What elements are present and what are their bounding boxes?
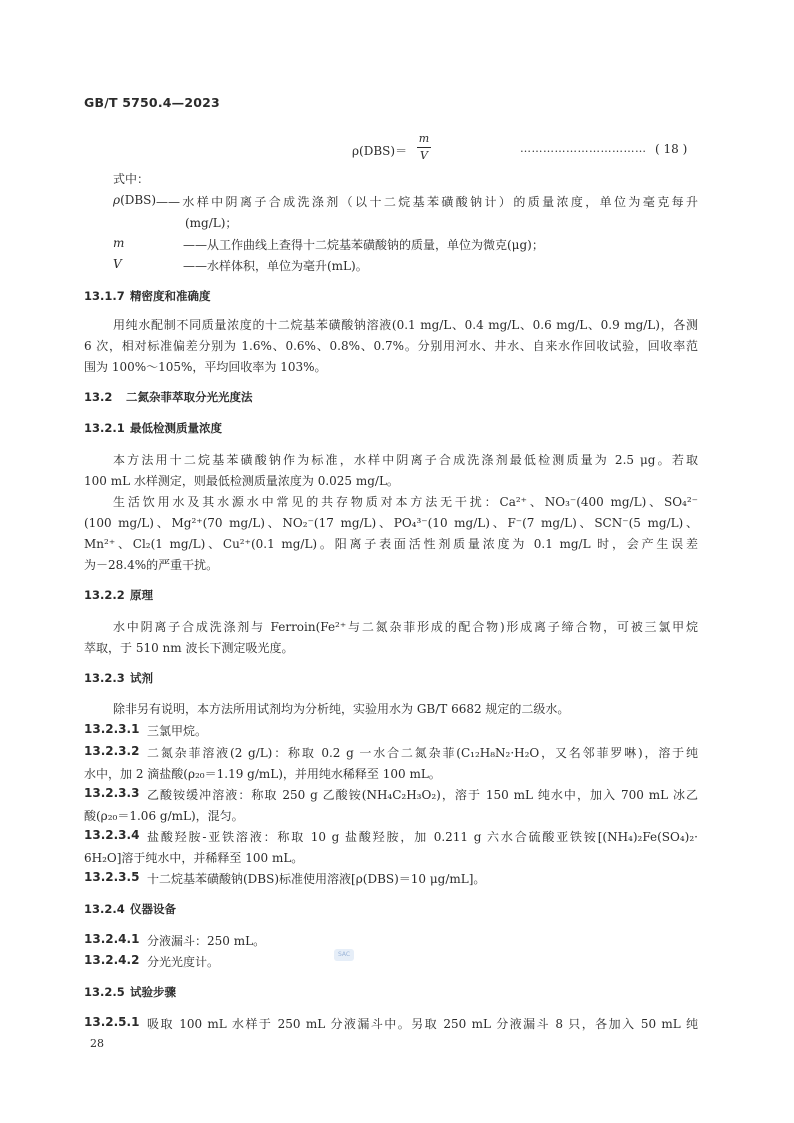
- paragraph-line: 本方法用十二烷基苯磺酸钠作为标准，水样中阴离子合成洗涤剂最低检测质量为 2.5 μg。若取: [113, 453, 698, 467]
- section-title: 最低检测质量浓度: [130, 421, 222, 435]
- paragraph-line: 萃取，于 510 nm 波长下测定吸光度。: [84, 641, 294, 655]
- section-13-2-2: [84, 587, 153, 603]
- section-title: 二氮杂菲萃取分光光度法: [126, 390, 253, 404]
- symbol-m: m: [113, 236, 125, 250]
- section-13-2-3: [84, 670, 153, 686]
- section-13-2-4: [84, 901, 176, 917]
- section-title: 试验步骤: [130, 985, 176, 999]
- section-13-1-7: [84, 288, 211, 304]
- paragraph-line: 围为 100%～105%，平均回收率为 103%。: [84, 360, 327, 374]
- item-text: 乙酸铵缓冲溶液：称取 250 g 乙酸铵(NH₄C₂H₃O₂)，溶于 150 mL 纯水中，加入 700 mL 冰乙: [147, 788, 698, 802]
- section-title: 试剂: [130, 671, 153, 685]
- section-number: 13.2: [84, 390, 113, 404]
- paragraph-line: 6 次，相对标准偏差分别为 1.6%、0.6%、0.8%、0.7%。分别用河水、井水、自来水作回收试验，回收率范: [84, 339, 698, 353]
- equation-number: ( 18 ): [655, 142, 688, 156]
- section-number: 13.1.7: [84, 289, 125, 303]
- section-number: 13.2.4: [84, 902, 125, 916]
- section-13-2-1: [84, 420, 222, 436]
- paragraph-line: (100 mg/L)、Mg²⁺(70 mg/L)、NO₂⁻(17 mg/L)、PO₄³⁻(10 mg/L)、F⁻(7 mg/L)、SCN⁻(5 mg/L)、: [84, 516, 698, 530]
- formula-numerator: m: [418, 132, 430, 145]
- item-number: 13.2.4.1: [84, 932, 140, 946]
- section-title: 精密度和准确度: [130, 289, 211, 303]
- item-text-cont: 水中，加 2 滴盐酸(ρ₂₀＝1.19 g/mL)，并用纯水稀释至 100 mL。: [84, 767, 441, 781]
- item-number: 13.2.3.4: [84, 828, 140, 842]
- item-number: 13.2.3.5: [84, 870, 140, 884]
- symbol-v: V: [113, 257, 122, 271]
- definition-rho-dbs: ——水样中阴离子合成洗涤剂（以十二烷基苯磺酸钠计）的质量浓度，单位为毫克每升: [156, 195, 698, 209]
- section-number: 13.2.1: [84, 421, 125, 435]
- where-intro: 式中：: [113, 172, 150, 186]
- item-text-cont: 酸(ρ₂₀＝1.06 g/mL)，混匀。: [84, 809, 244, 823]
- symbol-rho-dbs: ρ(DBS): [113, 193, 157, 207]
- item-text-cont: 6H₂O]溶于纯水中，并稀释至 100 mL。: [84, 851, 304, 865]
- item-number: 13.2.3.1: [84, 722, 140, 736]
- item-text: 分液漏斗：250 mL。: [147, 934, 266, 948]
- section-number: 13.2.5: [84, 985, 125, 999]
- paragraph-line: 为－28.4%的严重干扰。: [84, 558, 219, 572]
- formula-lhs: ρ(DBS)＝: [352, 144, 408, 158]
- paragraph-line: 生活饮用水及其水源水中常见的共存物质对本方法无干扰：Ca²⁺、NO₃⁻(400 mg/L)、SO₄²⁻: [113, 495, 698, 509]
- standard-number: GB/T 5750.4—2023: [84, 95, 220, 110]
- section-number: 13.2.2: [84, 588, 125, 602]
- definition-m: ——从工作曲线上查得十二烷基苯磺酸钠的质量，单位为微克(μg)；: [183, 238, 544, 252]
- item-number: 13.2.4.2: [84, 953, 140, 967]
- section-number: 13.2.3: [84, 671, 125, 685]
- item-text: 三氯甲烷。: [147, 724, 208, 738]
- paragraph-line: 水中阴离子合成洗涤剂与 Ferroin(Fe²⁺与二氮杂菲形成的配合物)形成离子缔合物，可被三氯甲烷: [113, 620, 698, 634]
- item-text: 分光光度计。: [147, 955, 220, 969]
- fraction-bar: [417, 147, 431, 148]
- item-text: 二氮杂菲溶液(2 g/L)：称取 0.2 g 一水合二氮杂菲(C₁₂H₈N₂·H₂O，又名邻菲罗啉)，溶于纯: [147, 746, 698, 760]
- definition-rho-dbs-cont: (mg/L)；: [185, 216, 238, 230]
- section-title: 原理: [130, 588, 153, 602]
- section-13-2: [84, 389, 253, 405]
- item-number: 13.2.3.3: [84, 786, 140, 800]
- formula-denominator: V: [420, 149, 428, 162]
- paragraph-line: 除非另有说明，本方法所用试剂均为分析纯，实验用水为 GB/T 6682 规定的二级水。: [113, 702, 570, 716]
- item-number: 13.2.5.1: [84, 1015, 140, 1029]
- paragraph-line: 用纯水配制不同质量浓度的十二烷基苯磺酸钠溶液(0.1 mg/L、0.4 mg/L、0.6 mg/L、0.9 mg/L)，各测: [113, 318, 698, 332]
- formula-18: [0, 132, 794, 168]
- formula-fraction: [417, 132, 431, 163]
- item-text: 吸取 100 mL 水样于 250 mL 分液漏斗中。另取 250 mL 分液漏斗 8 只，各加入 50 mL 纯: [147, 1017, 698, 1031]
- item-text: 十二烷基苯磺酸钠(DBS)标准使用溶液[ρ(DBS)＝10 μg/mL]。: [147, 872, 486, 886]
- paragraph-line: 100 mL 水样测定，则最低检测质量浓度为 0.025 mg/L。: [84, 474, 399, 488]
- item-number: 13.2.3.2: [84, 744, 140, 758]
- paragraph-line: Mn²⁺、Cl₂(1 mg/L)、Cu²⁺(0.1 mg/L)。阳离子表面活性剂质量浓度为 0.1 mg/L 时，会产生误差: [84, 537, 698, 551]
- section-13-2-5: [84, 984, 176, 1000]
- item-text: 盐酸羟胺-亚铁溶液：称取 10 g 盐酸羟胺，加 0.211 g 六水合硫酸亚铁铵[(NH₄)₂Fe(SO₄)₂·: [147, 830, 698, 844]
- page-number: 28: [90, 1037, 104, 1050]
- definition-v: ——水样体积，单位为毫升(mL)。: [183, 259, 368, 273]
- watermark-logo: SAC: [334, 949, 354, 961]
- formula-leader-dots: ……………………………: [520, 142, 647, 155]
- section-title: 仪器设备: [130, 902, 176, 916]
